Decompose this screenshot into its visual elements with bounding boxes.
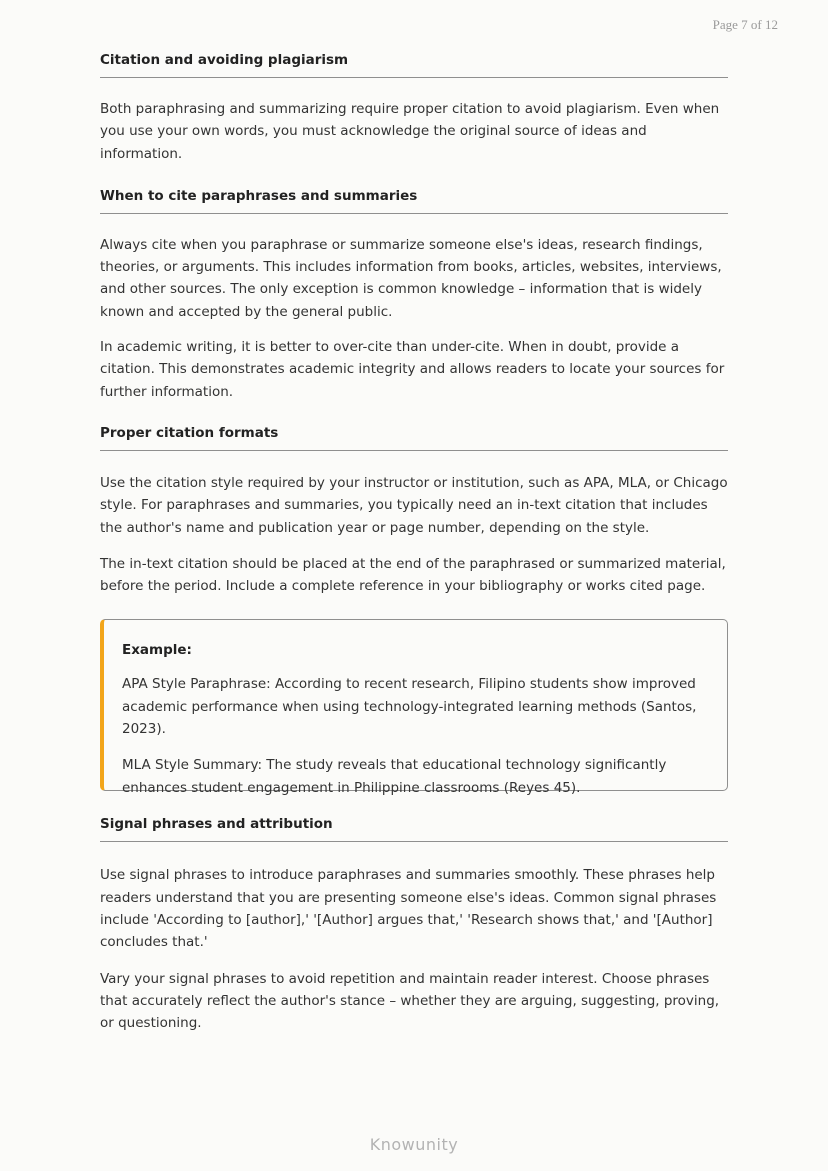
section-heading: When to cite paraphrases and summaries — [100, 188, 728, 214]
paragraph: Use the citation style required by your instructor or institution, such as APA, MLA, or Chicago style. For paraphrases and summaries, you typically need an in-text citation that includes the author's name and publication year or page number, depending on the style. — [100, 474, 728, 536]
paragraph: Both paraphrasing and summarizing require proper citation to avoid plagiarism. Even when you use your own words, you must acknowledge the original source of ideas and information. — [100, 101, 720, 162]
knowunity-watermark: Knowunity — [369, 1135, 459, 1154]
example-title: Example: — [122, 642, 192, 659]
section-heading: Signal phrases and attribution — [100, 816, 728, 842]
paragraph: Vary your signal phrases to avoid repetition and maintain reader interest. Choose phrases that accurately reflect the author's stance – whether they are arguing, suggesting, proving, or questioning. — [100, 970, 720, 1032]
document-body — [100, 52, 728, 1035]
paragraph: In academic writing, it is better to over-cite than under-cite. When in doubt, provide a citation. This demonstrates academic integrity and allows readers to locate your sources for further information. — [100, 339, 725, 400]
section-heading: Citation and avoiding plagiarism — [100, 52, 728, 78]
paragraph: Use signal phrases to introduce paraphrases and summaries smoothly. These phrases help readers understand that you are presenting someone else's ideas. Common signal phrases include 'According to [author],' '[Author] argues that,' 'Research shows that,' and '[Author] concludes that.' — [100, 867, 717, 951]
paragraph: The in-text citation should be placed at the end of the paraphrased or summarized material, before the period. Include a complete reference in your bibliography or works cited page. — [100, 555, 726, 595]
paragraph: Always cite when you paraphrase or summarize someone else's ideas, research findings, theories, or arguments. This includes information from books, articles, websites, interviews, and other sources. The only exception is common knowledge – information that is widely known and accepted by the general public. — [100, 236, 722, 320]
section-heading: Proper citation formats — [100, 425, 728, 451]
page-number: Page 7 of 12 — [712, 17, 778, 32]
section-when-to-cite — [100, 188, 728, 403]
section-citation-plagiarism — [100, 52, 728, 165]
section-signal-phrases — [100, 816, 728, 1034]
example-mla: MLA Style Summary: The study reveals that educational technology significantly enhances student engagement in Philippine classrooms (Reyes 45). — [122, 757, 667, 796]
section-citation-formats — [100, 425, 728, 597]
example-apa: APA Style Paraphrase: According to recent research, Filipino students show improved academic performance when using technology-integrated learning methods (Santos, 2023). — [122, 676, 697, 738]
example-callout — [100, 619, 728, 796]
